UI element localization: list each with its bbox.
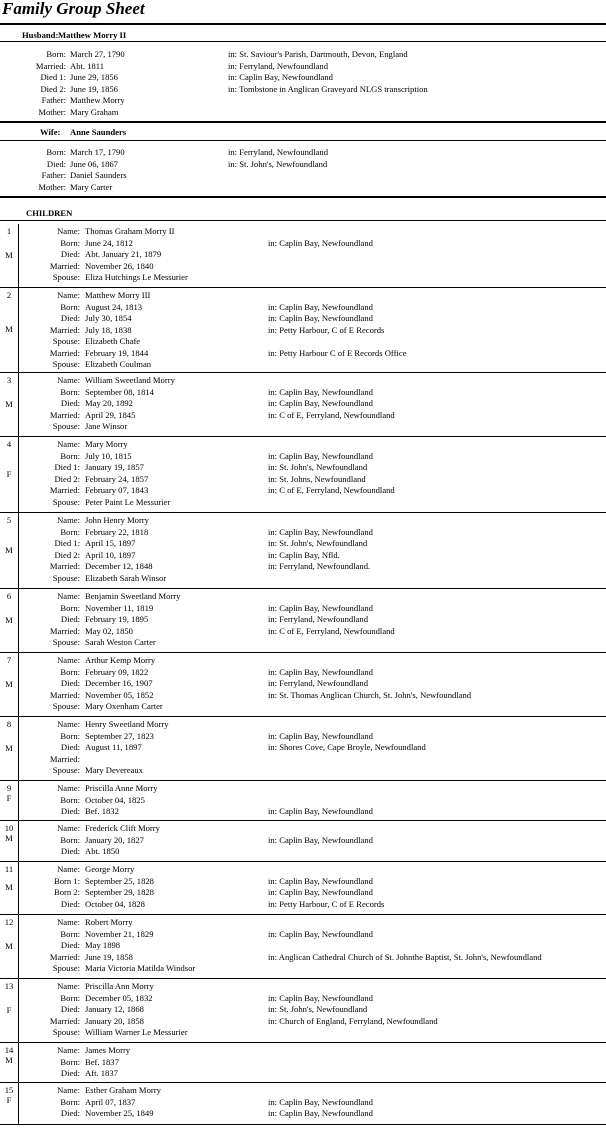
- child-sex: M: [5, 615, 13, 625]
- child-fact-label: Spouse:: [52, 359, 80, 369]
- child-fact-place: in: Petty Harbour, C of E Records: [268, 324, 385, 335]
- child-sex: F: [6, 1095, 12, 1105]
- child-fact-label: Died 2:: [54, 549, 80, 560]
- husband-fact-place: in: St. Saviour's Parish, Dartmouth, Devon, England: [228, 49, 408, 59]
- child-fact-label: Died 1:: [54, 538, 80, 548]
- child-fact-value: Arthur Kemp Morry: [85, 655, 156, 665]
- child-divider-line: [18, 288, 19, 372]
- child-number: 7: [6, 655, 12, 665]
- child-fact-label: Died:: [60, 846, 80, 856]
- child-fact-label: Died 1:: [54, 462, 80, 472]
- child-fact-label: Name:: [57, 1045, 80, 1055]
- child-fact-value: May 1898: [85, 940, 121, 950]
- child-fact-label: Died:: [60, 806, 80, 816]
- wife-fact-value: Daniel Saunders: [70, 170, 127, 180]
- child-number: 15: [4, 1085, 14, 1095]
- child-fact-place: in: Ferryland, Newfoundland.: [268, 561, 371, 571]
- wife-fact-label: Mother:: [38, 181, 66, 192]
- child-fact-label: Married:: [49, 951, 80, 962]
- child-fact-label: Died:: [60, 1068, 80, 1078]
- child-divider-line: [18, 717, 19, 780]
- child-fact-place: in: Caplin Bay, Newfoundland: [268, 666, 373, 677]
- child-fact-value: Mary Oxenham Carter: [85, 701, 163, 711]
- child-fact-value: James Morry: [85, 1045, 131, 1055]
- child-separator: [0, 1042, 606, 1043]
- child-fact-label: Died:: [60, 940, 80, 950]
- child-fact-label: Born:: [60, 1056, 80, 1067]
- child-sex: F: [6, 793, 12, 803]
- child-fact-value: Priscilla Ann Morry: [85, 981, 154, 991]
- child-fact-value: February 22, 1818: [85, 526, 149, 537]
- child-fact-place: in: Caplin Bay, Newfoundland: [268, 398, 373, 408]
- child-number: 13: [4, 981, 14, 991]
- child-separator: [0, 652, 606, 653]
- child-fact-value: Elizabeth Sarah Winsor: [85, 572, 167, 583]
- wife-top-rule: [0, 121, 606, 123]
- child-fact-label: Spouse:: [52, 496, 80, 507]
- child-fact-value: February 24, 1857: [85, 473, 149, 484]
- child-fact-place: in: Caplin Bay, Newfoundland: [268, 313, 373, 323]
- child-fact-value: April 29, 1845: [85, 409, 136, 420]
- husband-top-rule: [0, 23, 606, 25]
- child-number: 9: [6, 783, 12, 793]
- child-fact-place: in: Caplin Bay, Newfoundland: [268, 887, 373, 897]
- child-fact-value: October 04, 1828: [85, 898, 145, 909]
- child-divider-line: [18, 862, 19, 914]
- child-fact-place: in: Caplin Bay, Newfoundland: [268, 730, 373, 741]
- child-fact-place: in: St. John's, Newfoundland: [268, 462, 368, 472]
- child-separator: [0, 914, 606, 915]
- child-sex: M: [5, 882, 13, 892]
- child-fact-label: Born:: [60, 602, 80, 613]
- page-title: Family Group Sheet: [2, 0, 145, 18]
- child-fact-value: February 07, 1843: [85, 485, 149, 495]
- child-sex: M: [5, 324, 13, 334]
- child-fact-label: Died:: [60, 1004, 80, 1014]
- child-separator: [0, 372, 606, 373]
- child-separator: [0, 820, 606, 821]
- child-fact-value: Benjamin Sweetland Morry: [85, 591, 181, 601]
- child-fact-label: Married:: [49, 689, 80, 700]
- child-sex: M: [5, 250, 13, 260]
- child-fact-label: Died 2:: [54, 473, 80, 484]
- child-fact-label: Died:: [60, 898, 80, 909]
- child-fact-value: Elizabeth Coulman: [85, 359, 152, 369]
- child-fact-label: Name:: [57, 375, 80, 385]
- child-divider-line: [18, 513, 19, 588]
- child-fact-value: January 19, 1857: [85, 462, 144, 472]
- child-separator: [0, 978, 606, 979]
- child-fact-label: Name:: [57, 719, 80, 729]
- child-fact-place: in: St. Thomas Anglican Church, St. John's, Newfoundland: [268, 689, 472, 700]
- husband-fact-value: June 29, 1856: [70, 72, 118, 82]
- child-fact-label: Died:: [60, 678, 80, 688]
- child-fact-place: in: Ferryland, Newfoundland: [268, 678, 368, 688]
- child-fact-label: Married:: [49, 347, 80, 358]
- child-number: 5: [6, 515, 12, 525]
- child-fact-place: in: Church of England, Ferryland, Newfoundland: [268, 1015, 438, 1026]
- child-number: 1: [6, 226, 12, 236]
- child-fact-value: April 10, 1897: [85, 549, 136, 560]
- child-fact-value: Frederick Clift Morry: [85, 823, 160, 833]
- husband-fact-place: in: Caplin Bay, Newfoundland: [228, 72, 333, 82]
- child-fact-label: Name:: [57, 226, 80, 236]
- child-fact-label: Spouse:: [52, 572, 80, 583]
- child-fact-place: in: Caplin Bay, Newfoundland: [268, 928, 373, 939]
- husband-fact-value: Abt. 1811: [70, 60, 105, 71]
- child-sex: M: [5, 743, 13, 753]
- child-fact-value: May 02, 1850: [85, 625, 133, 636]
- child-fact-label: Spouse:: [52, 765, 80, 775]
- child-separator: [0, 512, 606, 513]
- child-divider-line: [18, 1083, 19, 1124]
- child-divider-line: [18, 224, 19, 287]
- wife-name: Anne Saunders: [70, 127, 127, 137]
- child-fact-label: Name:: [57, 981, 80, 991]
- child-fact-value: September 08, 1814: [85, 386, 154, 397]
- child-fact-label: Spouse:: [52, 272, 80, 282]
- child-fact-label: Name:: [57, 515, 80, 525]
- child-fact-place: in: Ferryland, Newfoundland: [268, 614, 368, 624]
- child-fact-value: February 19, 1895: [85, 614, 149, 624]
- wife-fact-value: March 17, 1790: [70, 147, 125, 157]
- child-fact-value: Bef. 1837: [85, 1056, 119, 1067]
- husband-label: Husband:: [22, 30, 59, 40]
- child-separator: [0, 1082, 606, 1083]
- husband-fact-value: Matthew Morry: [70, 95, 125, 105]
- child-fact-label: Name:: [57, 591, 80, 601]
- child-fact-label: Born:: [60, 992, 80, 1003]
- child-fact-place: in: C of E, Ferryland, Newfoundland: [268, 409, 395, 420]
- child-fact-label: Died:: [60, 614, 80, 624]
- child-fact-place: in: St. John's, Newfoundland: [268, 1004, 368, 1014]
- child-fact-place: in: C of E, Ferryland, Newfoundland: [268, 485, 395, 495]
- child-sex: M: [5, 399, 13, 409]
- child-divider-line: [18, 1043, 19, 1082]
- wife-fact-label: Died:: [46, 158, 66, 169]
- child-fact-value: Bef. 1832: [85, 806, 119, 816]
- child-fact-value: January 12, 1868: [85, 1004, 144, 1014]
- child-fact-value: June 19, 1858: [85, 951, 133, 962]
- wife-label: Wife:: [40, 127, 61, 137]
- child-fact-place: in: Caplin Bay, Newfoundland: [268, 834, 373, 845]
- child-fact-place: in: St. Johns, Newfoundland: [268, 473, 366, 484]
- child-fact-place: in: Caplin Bay, Newfoundland: [268, 1096, 373, 1107]
- child-fact-value: April 15, 1897: [85, 538, 136, 548]
- child-separator: [0, 436, 606, 437]
- child-fact-place: in: Caplin Bay, Newfoundland: [268, 386, 373, 397]
- child-separator: [0, 1124, 606, 1125]
- husband-fact-label: Died 1:: [40, 72, 66, 82]
- child-fact-value: April 07, 1837: [85, 1096, 136, 1107]
- child-fact-value: February 09, 1822: [85, 666, 149, 677]
- child-fact-label: Born:: [60, 450, 80, 461]
- husband-fact-label: Father:: [41, 95, 66, 105]
- child-fact-label: Married:: [49, 625, 80, 636]
- child-separator: [0, 780, 606, 781]
- child-divider-line: [18, 373, 19, 436]
- child-fact-label: Married:: [49, 561, 80, 571]
- husband-fact-label: Born:: [46, 49, 66, 59]
- children-heading: CHILDREN: [26, 208, 73, 218]
- child-separator: [0, 716, 606, 717]
- child-fact-label: Married:: [49, 324, 80, 335]
- husband-name: Matthew Morry II: [58, 30, 127, 40]
- child-fact-place: in: Caplin Bay, Newfoundland: [268, 526, 373, 537]
- child-divider-line: [18, 589, 19, 652]
- child-sex: M: [5, 1055, 13, 1065]
- child-fact-label: Born:: [60, 834, 80, 845]
- child-fact-label: Name:: [57, 439, 80, 449]
- child-separator: [0, 861, 606, 862]
- child-divider-line: [18, 979, 19, 1042]
- child-fact-place: in: Petty Harbour, C of E Records: [268, 898, 385, 909]
- child-fact-label: Born:: [60, 730, 80, 741]
- child-fact-value: Mary Morry: [85, 439, 128, 449]
- child-number: 12: [4, 917, 14, 927]
- child-fact-label: Born:: [60, 1096, 80, 1107]
- child-fact-value: February 19, 1844: [85, 347, 149, 358]
- child-fact-label: Spouse:: [52, 963, 80, 973]
- child-fact-value: Eliza Hutchings Le Messurier: [85, 272, 188, 282]
- child-fact-label: Born:: [60, 666, 80, 677]
- child-fact-value: Abt. January 21, 1879: [85, 249, 162, 259]
- child-fact-value: John Henry Morry: [85, 515, 149, 525]
- child-number: 8: [6, 719, 12, 729]
- husband-fact-value: June 19, 1856: [70, 83, 118, 94]
- child-fact-value: July 10, 1815: [85, 450, 132, 461]
- child-fact-value: Henry Sweetland Morry: [85, 719, 169, 729]
- child-divider-line: [18, 821, 19, 861]
- child-fact-value: December 05, 1832: [85, 992, 153, 1003]
- child-fact-label: Married:: [49, 485, 80, 495]
- child-fact-value: Esther Graham Morry: [85, 1085, 161, 1095]
- child-fact-value: September 29, 1828: [85, 887, 154, 897]
- child-fact-label: Born:: [60, 301, 80, 312]
- child-fact-value: December 12, 1848: [85, 561, 153, 571]
- child-fact-label: Born 2:: [53, 887, 80, 897]
- child-fact-label: Spouse:: [52, 1027, 80, 1037]
- children-heading-rule: [0, 220, 606, 221]
- husband-fact-label: Mother:: [38, 106, 66, 117]
- child-number: 4: [6, 439, 12, 449]
- child-fact-place: in: Caplin Bay, Newfoundland: [268, 1108, 373, 1118]
- child-fact-value: January 20, 1827: [85, 834, 144, 845]
- child-fact-value: William Sweetland Morry: [85, 375, 175, 385]
- child-sex: M: [5, 833, 13, 843]
- child-number: 6: [6, 591, 12, 601]
- child-separator: [0, 287, 606, 288]
- child-fact-value: Priscilla Anne Morry: [85, 783, 158, 793]
- child-fact-label: Name:: [57, 655, 80, 665]
- child-fact-value: November 05, 1852: [85, 689, 154, 700]
- child-fact-value: July 30, 1854: [85, 313, 132, 323]
- child-divider-line: [18, 915, 19, 978]
- wife-fact-label: Father:: [41, 170, 66, 180]
- child-fact-value: November 26, 1840: [85, 260, 154, 271]
- child-fact-label: Spouse:: [52, 701, 80, 711]
- child-fact-label: Name:: [57, 783, 80, 793]
- child-fact-label: Married:: [49, 1015, 80, 1026]
- child-fact-label: Died:: [60, 398, 80, 408]
- child-fact-label: Name:: [57, 864, 80, 874]
- husband-fact-value: Mary Graham: [70, 106, 119, 117]
- child-number: 11: [4, 864, 14, 874]
- child-fact-value: June 24, 1812: [85, 237, 133, 248]
- child-fact-value: August 11, 1897: [85, 742, 142, 752]
- wife-fact-value: June 06, 1867: [70, 158, 118, 169]
- child-fact-label: Name:: [57, 290, 80, 300]
- husband-fact-place: in: Tombstone in Anglican Graveyard NLGS transcription: [228, 83, 428, 94]
- child-divider-line: [18, 653, 19, 716]
- child-fact-place: in: St. John's, Newfoundland: [268, 538, 368, 548]
- child-fact-value: September 25, 1828: [85, 875, 154, 886]
- child-fact-value: Maria Victoria Matilda Windsor: [85, 963, 196, 973]
- child-fact-label: Died:: [60, 313, 80, 323]
- child-fact-label: Married:: [49, 260, 80, 271]
- wife-header-rule: [0, 140, 606, 141]
- husband-fact-label: Died 2:: [40, 83, 66, 94]
- child-fact-place: in: Anglican Cathedral Church of St. Johnthe Baptist, St. John's, Newfoundland: [268, 951, 542, 962]
- child-sex: M: [5, 941, 13, 951]
- child-fact-place: in: Caplin Bay, Newfoundland: [268, 602, 373, 613]
- child-fact-value: George Morry: [85, 864, 135, 874]
- child-fact-label: Born:: [60, 386, 80, 397]
- child-fact-place: in: Caplin Bay, Newfoundland: [268, 875, 373, 886]
- child-fact-label: Name:: [57, 917, 80, 927]
- child-fact-label: Born:: [60, 928, 80, 939]
- child-fact-label: Died:: [60, 742, 80, 752]
- child-number: 2: [6, 290, 12, 300]
- child-fact-value: December 16, 1907: [85, 678, 153, 688]
- child-fact-value: November 21, 1829: [85, 928, 154, 939]
- husband-header-rule: [0, 41, 606, 42]
- child-fact-value: May 20, 1892: [85, 398, 133, 408]
- child-sex: F: [6, 1005, 12, 1015]
- child-fact-value: Matthew Morry III: [85, 290, 151, 300]
- child-fact-value: Elizabeth Chafe: [85, 336, 141, 346]
- child-fact-label: Married:: [49, 753, 80, 764]
- child-fact-label: Name:: [57, 1085, 80, 1095]
- child-fact-place: in: Caplin Bay, Newfoundland: [268, 992, 373, 1003]
- wife-fact-place: in: Ferryland, Newfoundland: [228, 147, 328, 157]
- child-sex: F: [6, 469, 12, 479]
- wife-fact-place: in: St. John's, Newfoundland: [228, 158, 328, 169]
- child-fact-value: Thomas Graham Morry II: [85, 226, 175, 236]
- child-divider-line: [18, 781, 19, 820]
- child-fact-value: Robert Morry: [85, 917, 133, 927]
- child-fact-place: in: Caplin Bay, Newfoundland: [268, 301, 373, 312]
- child-fact-label: Spouse:: [52, 421, 80, 431]
- child-fact-label: Name:: [57, 823, 80, 833]
- child-fact-place: in: Petty Harbour C of E Records Office: [268, 347, 407, 358]
- child-fact-label: Married:: [49, 409, 80, 420]
- child-fact-label: Born:: [60, 237, 80, 248]
- child-fact-label: Died:: [60, 249, 80, 259]
- child-fact-label: Spouse:: [52, 336, 80, 346]
- wife-fact-value: Mary Carter: [70, 181, 113, 192]
- husband-fact-place: in: Ferryland, Newfoundland: [228, 60, 328, 71]
- child-fact-value: November 11, 1819: [85, 602, 154, 613]
- child-fact-value: Mary Devereaux: [85, 765, 143, 775]
- child-fact-value: January 20, 1858: [85, 1015, 144, 1026]
- child-fact-place: in: Caplin Bay, Newfoundland: [268, 450, 373, 461]
- child-fact-value: Aft. 1837: [85, 1068, 118, 1078]
- child-number: 10: [4, 823, 14, 833]
- child-sex: M: [5, 679, 13, 689]
- child-fact-label: Died:: [60, 1108, 80, 1118]
- child-fact-value: Peter Paint Le Messurier: [85, 496, 171, 507]
- child-fact-place: in: Caplin Bay, Nfld.: [268, 549, 340, 560]
- child-fact-value: November 25, 1849: [85, 1108, 154, 1118]
- child-sex: M: [5, 545, 13, 555]
- child-separator: [0, 588, 606, 589]
- child-fact-value: Abt. 1850: [85, 846, 120, 856]
- child-fact-value: Jane Winsor: [85, 421, 128, 431]
- child-fact-value: August 24, 1813: [85, 301, 143, 312]
- wife-fact-label: Born:: [46, 147, 66, 157]
- children-top-rule: [0, 196, 606, 198]
- child-fact-value: Sarah Weston Carter: [85, 637, 156, 647]
- child-fact-label: Born 1:: [53, 875, 80, 886]
- child-fact-label: Born:: [60, 526, 80, 537]
- child-fact-value: July 18, 1838: [85, 324, 132, 335]
- child-fact-label: Born:: [60, 794, 80, 805]
- child-number: 3: [6, 375, 12, 385]
- husband-fact-value: March 27, 1790: [70, 49, 125, 59]
- child-fact-place: in: C of E, Ferryland, Newfoundland: [268, 625, 395, 636]
- child-fact-place: in: Caplin Bay, Newfoundland: [268, 806, 373, 816]
- child-number: 14: [4, 1045, 14, 1055]
- child-fact-label: Spouse:: [52, 637, 80, 647]
- child-fact-place: in: Caplin Bay, Newfoundland: [268, 237, 373, 248]
- child-fact-value: William Warner Le Messurier: [85, 1027, 188, 1037]
- child-fact-value: September 27, 1823: [85, 730, 154, 741]
- husband-fact-label: Married:: [35, 60, 66, 71]
- child-fact-place: in: Shores Cove, Cape Broyle, Newfoundland: [268, 742, 426, 752]
- child-fact-value: October 04, 1825: [85, 794, 145, 805]
- child-divider-line: [18, 437, 19, 512]
